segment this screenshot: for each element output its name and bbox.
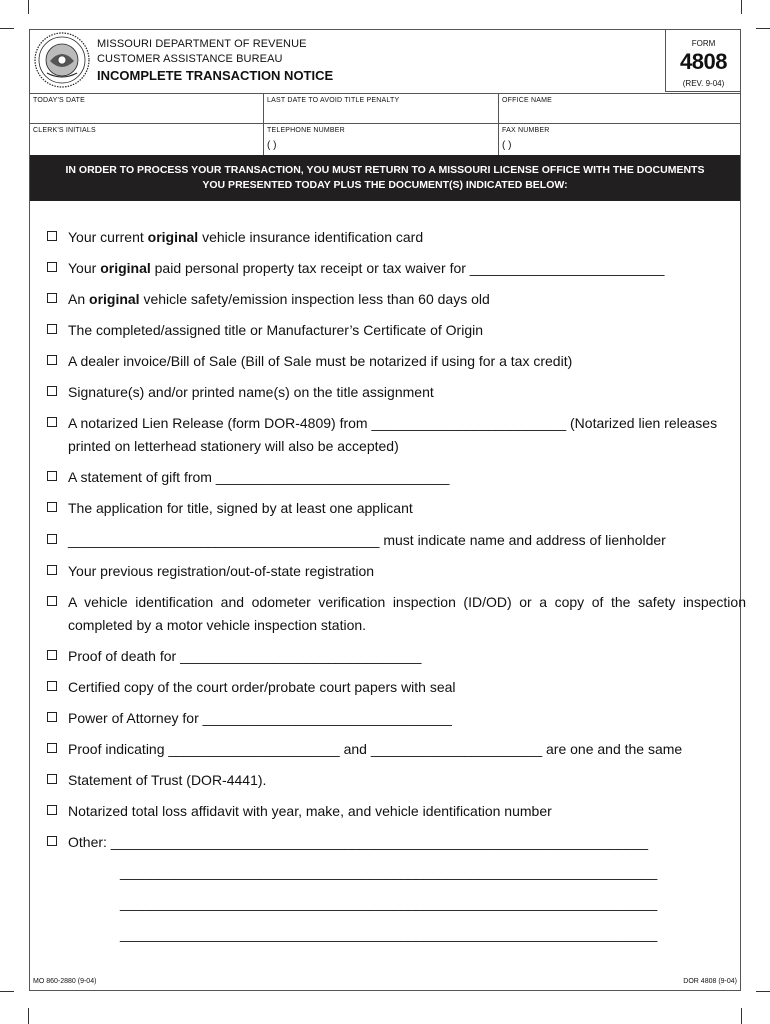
checklist-item: The application for title, signed by at least one applicant xyxy=(47,497,413,520)
checklist-item: Proof of death for _______________________________ xyxy=(47,645,421,668)
checklist-item: Proof indicating ______________________ and ______________________ are one and the same xyxy=(47,738,682,761)
checkbox[interactable] xyxy=(47,836,57,846)
crop-mark xyxy=(28,0,29,14)
telephone-field[interactable]: ( ) xyxy=(267,140,277,151)
checkbox[interactable] xyxy=(47,502,57,512)
checkbox[interactable] xyxy=(47,324,57,334)
page-title: INCOMPLETE TRANSACTION NOTICE xyxy=(97,68,334,83)
missouri-seal-icon xyxy=(33,31,91,89)
checkbox[interactable] xyxy=(47,534,57,544)
checklist-item: Notarized total loss affidavit with year, make, and vehicle identification number xyxy=(47,800,552,823)
other-blank-line[interactable]: _____________________________________________________________________ xyxy=(120,926,658,942)
banner-line: IN ORDER TO PROCESS YOUR TRANSACTION, YOU MUST RETURN TO A MISSOURI LICENSE OFFICE WITH THE DOCUMENTS xyxy=(65,164,705,176)
checklist-item: Your previous registration/out-of-state registration xyxy=(47,560,374,583)
checklist-item: A vehicle identification and odometer verification inspection (ID/OD) or a copy of the safety inspection completed by a motor vehicle inspection station. xyxy=(47,591,746,637)
checklist-item: Certified copy of the court order/probate court papers with seal xyxy=(47,676,456,699)
divider xyxy=(498,93,499,155)
crop-mark xyxy=(0,28,14,29)
checklist-item: Your original paid personal property tax receipt or tax waiver for _________________________ xyxy=(47,257,664,280)
divider xyxy=(30,93,740,94)
checkbox[interactable] xyxy=(47,471,57,481)
checkbox[interactable] xyxy=(47,417,57,427)
checkbox[interactable] xyxy=(47,712,57,722)
checklist-item: Signature(s) and/or printed name(s) on the title assignment xyxy=(47,381,434,404)
crop-mark xyxy=(28,1008,29,1024)
todays-date-label: TODAY'S DATE xyxy=(33,97,85,104)
agency-name: MISSOURI DEPARTMENT OF REVENUE xyxy=(97,38,307,50)
footer-left-code: MO 860-2880 (9-04) xyxy=(33,978,97,985)
checkbox[interactable] xyxy=(47,262,57,272)
other-blank-line[interactable]: _____________________________________________________________________ xyxy=(120,895,658,911)
checklist-item: A notarized Lien Release (form DOR-4809) from _________________________ (Notarized lien releases printed on letterhead stationery will also be accepted) xyxy=(47,412,746,458)
telephone-label: TELEPHONE NUMBER xyxy=(267,127,345,134)
crop-mark xyxy=(741,0,742,14)
checkbox[interactable] xyxy=(47,681,57,691)
crop-mark xyxy=(756,28,770,29)
crop-mark xyxy=(741,1008,742,1024)
other-blank-line[interactable]: _____________________________________________________________________ xyxy=(120,864,658,880)
checklist-item: A statement of gift from ______________________________ xyxy=(47,466,449,489)
form-number: 4808 xyxy=(680,49,727,74)
form-revision: (REV. 9-04) xyxy=(682,79,725,88)
checklist-item: Other: _____________________________________________________________________ xyxy=(47,831,648,854)
banner-line: YOU PRESENTED TODAY PLUS THE DOCUMENT(S) INDICATED BELOW: xyxy=(202,179,568,191)
checkbox[interactable] xyxy=(47,596,57,606)
checklist-item: Statement of Trust (DOR-4441). xyxy=(47,769,266,792)
fax-label: FAX NUMBER xyxy=(502,127,550,134)
checkbox[interactable] xyxy=(47,293,57,303)
fax-field[interactable]: ( ) xyxy=(502,140,512,151)
footer-right-code: DOR 4808 (9-04) xyxy=(683,978,737,985)
clerks-initials-label: CLERK'S INITIALS xyxy=(33,127,96,134)
crop-mark xyxy=(0,991,14,992)
checkbox[interactable] xyxy=(47,231,57,241)
checklist-item: Your current original vehicle insurance identification card xyxy=(47,226,423,249)
divider xyxy=(30,123,740,124)
checkbox[interactable] xyxy=(47,743,57,753)
instructions-banner xyxy=(30,155,740,201)
checklist-item: An original vehicle safety/emission inspection less than 60 days old xyxy=(47,288,490,311)
checkbox[interactable] xyxy=(47,650,57,660)
bureau-name: CUSTOMER ASSISTANCE BUREAU xyxy=(97,53,283,65)
checkbox[interactable] xyxy=(47,355,57,365)
last-date-label: LAST DATE TO AVOID TITLE PENALTY xyxy=(267,97,400,104)
checkbox[interactable] xyxy=(47,565,57,575)
checklist-item: Power of Attorney for ________________________________ xyxy=(47,707,452,730)
checklist-item: A dealer invoice/Bill of Sale (Bill of Sale must be notarized if using for a tax credit) xyxy=(47,350,572,373)
checkbox[interactable] xyxy=(47,774,57,784)
checkbox[interactable] xyxy=(47,386,57,396)
checklist-item: The completed/assigned title or Manufacturer’s Certificate of Origin xyxy=(47,319,483,342)
checklist-item: ________________________________________ must indicate name and address of lienholder xyxy=(47,529,666,552)
form-label: FORM xyxy=(691,39,716,48)
form-number-box xyxy=(665,29,741,92)
divider xyxy=(263,93,264,155)
crop-mark xyxy=(756,991,770,992)
checkbox[interactable] xyxy=(47,805,57,815)
office-name-label: OFFICE NAME xyxy=(502,97,553,104)
